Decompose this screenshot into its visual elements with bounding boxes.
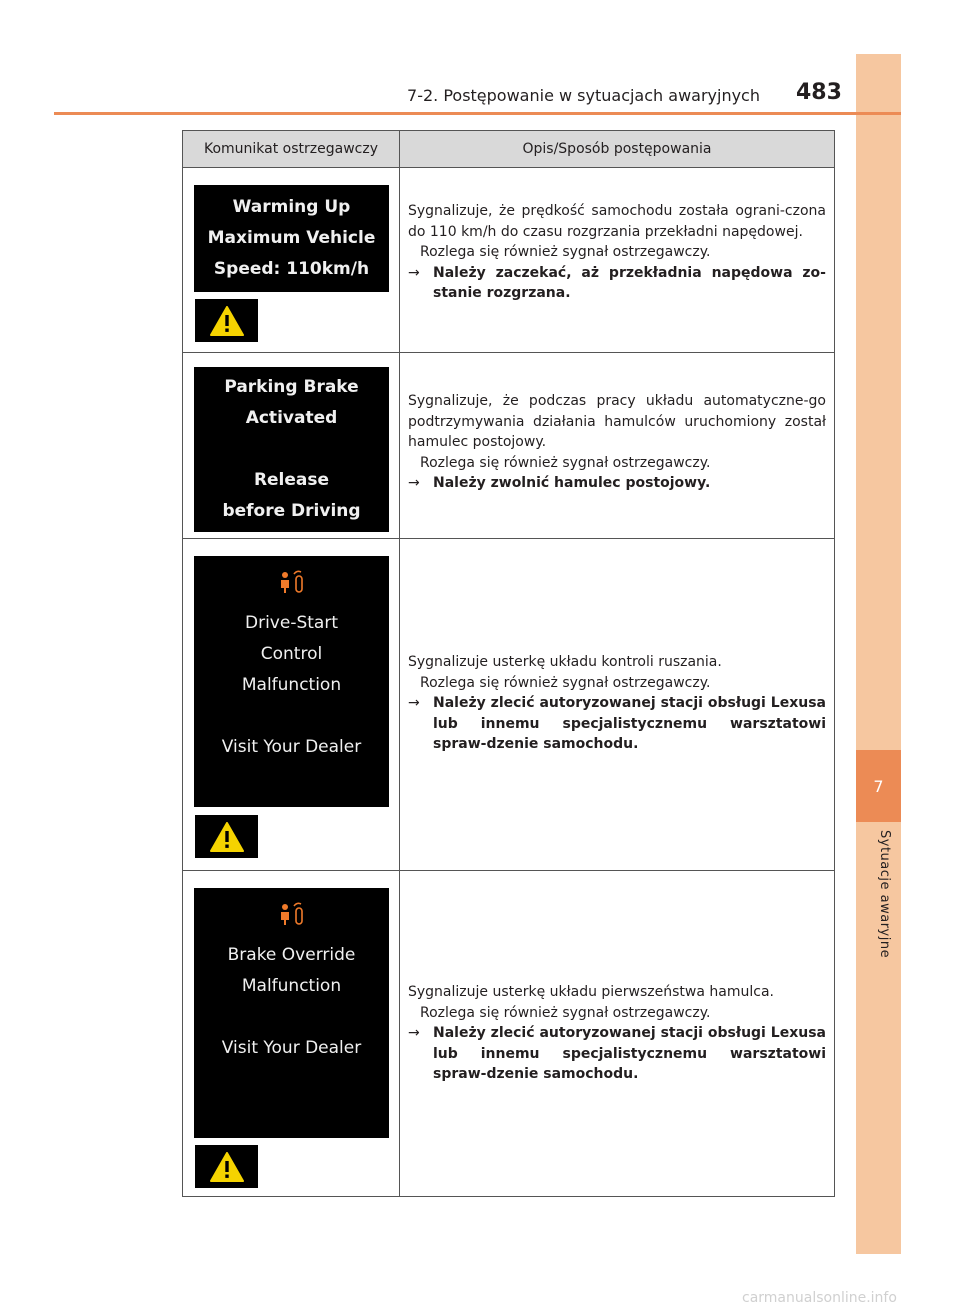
watermark: carmanualsonline.info — [742, 1290, 897, 1306]
screen-line: Drive-Start — [245, 613, 338, 633]
warning-indicator — [195, 299, 258, 342]
table-row — [183, 539, 835, 871]
side-tab-bar — [856, 54, 901, 1254]
screen-line: Release — [253, 470, 330, 490]
sound-note: Rozlega się również sygnał ostrzegawczy. — [420, 1004, 711, 1021]
warning-indicator — [195, 815, 258, 858]
screen-line: Parking Brake — [224, 377, 359, 397]
action-arrow: → — [408, 1025, 420, 1041]
warning-triangle-icon — [210, 822, 244, 852]
section-title: 7-2. Postępowanie w sytuacjach awaryjnych — [407, 86, 760, 105]
table-row — [183, 353, 835, 539]
drive-start-control-icon — [277, 566, 307, 596]
chapter-number: 7 — [873, 776, 884, 796]
description-cell — [400, 168, 835, 353]
warning-message-table — [182, 130, 835, 1197]
column-header: Opis/Sposób postępowania — [400, 131, 835, 168]
screen-line: Control — [260, 644, 323, 664]
action-arrow: → — [408, 264, 420, 281]
display-screen — [194, 888, 389, 1138]
message-cell — [183, 168, 400, 353]
description-text: Sygnalizuje usterkę układu kontroli ruszania. — [408, 654, 722, 670]
display-screen — [194, 185, 389, 292]
warning-indicator — [195, 1145, 258, 1188]
header-rule — [54, 112, 901, 115]
action-arrow: → — [408, 695, 420, 711]
sound-note: Rozlega się również sygnał ostrzegawczy. — [420, 454, 711, 471]
screen-line: Malfunction — [241, 675, 342, 695]
table-row — [183, 168, 835, 353]
table-row — [183, 871, 835, 1197]
action-text: Należy zaczekać, aż przekładnia napędowa zo-stanie rozgrzana. — [433, 264, 826, 301]
screen-line: Brake Override — [227, 945, 356, 965]
screen-line: Warming Up — [232, 197, 351, 217]
screen-line: Visit Your Dealer — [221, 737, 362, 757]
action-text: Należy zlecić autoryzowanej stacji obsługi Lexusa lub innemu specjalistycznemu warsztatowi spraw-dzenie samochodu. — [433, 1025, 826, 1082]
sound-note: Rozlega się również sygnał ostrzegawczy. — [420, 674, 711, 691]
warning-triangle-icon — [210, 306, 244, 336]
display-screen — [194, 556, 389, 807]
action-text: Należy zwolnić hamulec postojowy. — [433, 475, 711, 491]
description-cell — [400, 539, 835, 871]
message-cell — [183, 539, 400, 871]
warning-triangle-icon — [210, 1152, 244, 1182]
drive-start-control-icon — [277, 898, 307, 928]
description-cell — [400, 353, 835, 539]
message-cell — [183, 871, 400, 1197]
action-text: Należy zlecić autoryzowanej stacji obsługi Lexusa lub innemu specjalistycznemu warsztatowi spraw-dzenie samochodu. — [433, 695, 826, 752]
display-screen — [194, 367, 389, 532]
screen-line: before Driving — [222, 501, 361, 521]
screen-line: Visit Your Dealer — [221, 1038, 362, 1058]
page-number: 483 — [796, 80, 842, 105]
chapter-label: Sytuacje awaryjne — [877, 830, 892, 959]
sound-note: Rozlega się również sygnał ostrzegawczy. — [420, 244, 711, 260]
action-arrow: → — [408, 475, 420, 491]
screen-line: Speed: 110km/h — [213, 259, 370, 279]
description-text: Sygnalizuje, że prędkość samochodu została ograni-czona do 110 km/h do czasu rozgrzania przekładni napędowej. — [408, 203, 826, 240]
description-text: Sygnalizuje, że podczas pracy układu automatyczne-go podtrzymywania działania hamulców uruchomiony został hamulec postojowy. — [408, 393, 826, 450]
message-cell — [183, 353, 400, 539]
chapter-number-tab[interactable] — [856, 750, 901, 822]
screen-line: Maximum Vehicle — [207, 228, 376, 248]
screen-line: Activated — [245, 408, 338, 428]
column-header: Komunikat ostrzegawczy — [183, 131, 400, 168]
screen-line: Malfunction — [241, 976, 342, 996]
description-text: Sygnalizuje usterkę układu pierwszeństwa hamulca. — [408, 984, 774, 1000]
table-header-row — [183, 131, 835, 168]
description-cell — [400, 871, 835, 1197]
